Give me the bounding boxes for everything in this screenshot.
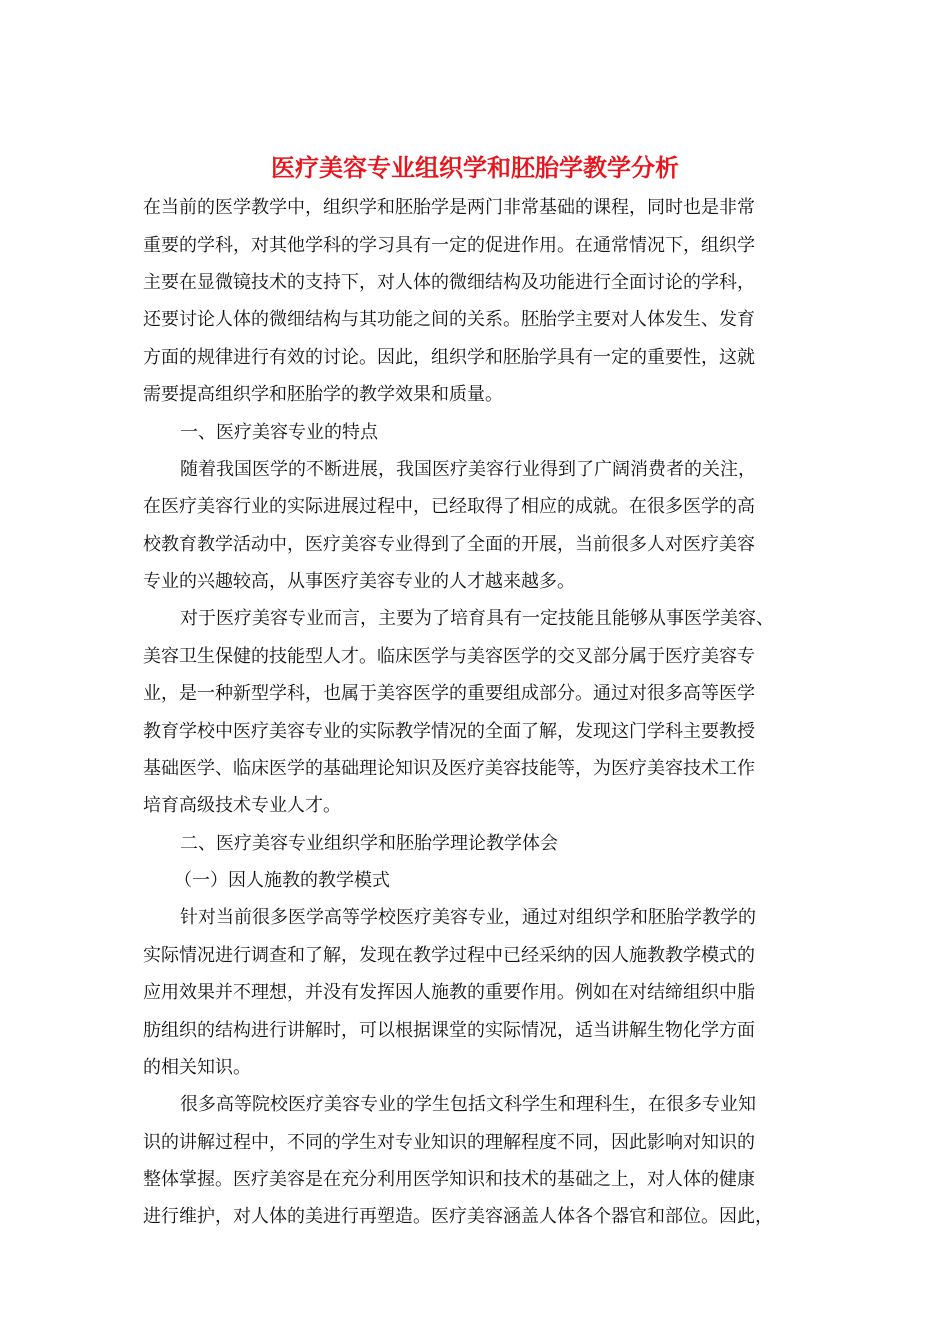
body-line: 肪组织的结构进行讲解时，可以根据课堂的实际情况，适当讲解生物化学方面 xyxy=(143,1020,755,1041)
body-line: 方面的规律进行有效的讨论。因此，组织学和胚胎学具有一定的重要性，这就 xyxy=(143,347,755,368)
body-line: 很多高等院校医疗美容专业的学生包括文科学生和理科生，在很多专业知 xyxy=(180,1094,756,1115)
body-line: 专业的兴趣较高，从事医疗美容专业的人才越来越多。 xyxy=(143,571,575,592)
body-line: 在当前的医学教学中，组织学和胚胎学是两门非常基础的课程，同时也是非常 xyxy=(143,197,755,218)
body-line: 的相关知识。 xyxy=(143,1057,251,1078)
body-line: 整体掌握。医疗美容是在充分利用医学知识和技术的基础之上，对人体的健康 xyxy=(143,1169,755,1190)
body-line: 重要的学科，对其他学科的学习具有一定的促进作用。在通常情况下，组织学 xyxy=(143,235,755,256)
body-line: 需要提高组织学和胚胎学的教学效果和质量。 xyxy=(143,384,503,405)
section-heading: 二、医疗美容专业组织学和胚胎学理论教学体会 xyxy=(180,833,558,854)
page-title: 医疗美容专业组织学和胚胎学教学分析 xyxy=(271,153,679,182)
body-line: 主要在显微镜技术的支持下，对人体的微细结构及功能进行全面讨论的学科， xyxy=(143,272,755,293)
body-line: 在医疗美容行业的实际进展过程中，已经取得了相应的成就。在很多医学的高 xyxy=(143,496,755,517)
body-line: 业，是一种新型学科，也属于美容医学的重要组成部分。通过对很多高等医学 xyxy=(143,683,755,704)
body-line: 进行维护，对人体的美进行再塑造。医疗美容涵盖人体各个器官和部位。因此， xyxy=(143,1206,773,1227)
body-line: 基础医学、临床医学的基础理论知识及医疗美容技能等，为医疗美容技术工作 xyxy=(143,758,755,779)
body-line: 识的讲解过程中，不同的学生对专业知识的理解程度不同，因此影响对知识的 xyxy=(143,1132,755,1153)
body-line: 针对当前很多医学高等学校医疗美容专业，通过对组织学和胚胎学教学的 xyxy=(180,907,756,928)
body-line: 实际情况进行调查和了解，发现在教学过程中已经采纳的因人施教教学模式的 xyxy=(143,945,755,966)
section-heading: 一、医疗美容专业的特点 xyxy=(180,422,378,443)
body-line: 美容卫生保健的技能型人才。临床医学与美容医学的交叉部分属于医疗美容专 xyxy=(143,646,755,667)
body-line: 应用效果并不理想，并没有发挥因人施教的重要作用。例如在对结缔组织中脂 xyxy=(143,982,755,1003)
body-line: 随着我国医学的不断进展，我国医疗美容行业得到了广阔消费者的关注， xyxy=(180,459,756,480)
body-line: 培育高级技术专业人才。 xyxy=(143,795,341,816)
body-line: 教育学校中医疗美容专业的实际教学情况的全面了解，发现这门学科主要教授 xyxy=(143,721,755,742)
body-line: 校教育教学活动中，医疗美容专业得到了全面的开展，当前很多人对医疗美容 xyxy=(143,534,755,555)
subsection-heading: （一）因人施教的教学模式 xyxy=(174,870,390,891)
body-line: 还要讨论人体的微细结构与其功能之间的关系。胚胎学主要对人体发生、发育 xyxy=(143,309,755,330)
body-line: 对于医疗美容专业而言，主要为了培育具有一定技能且能够从事医学美容、 xyxy=(180,608,774,629)
